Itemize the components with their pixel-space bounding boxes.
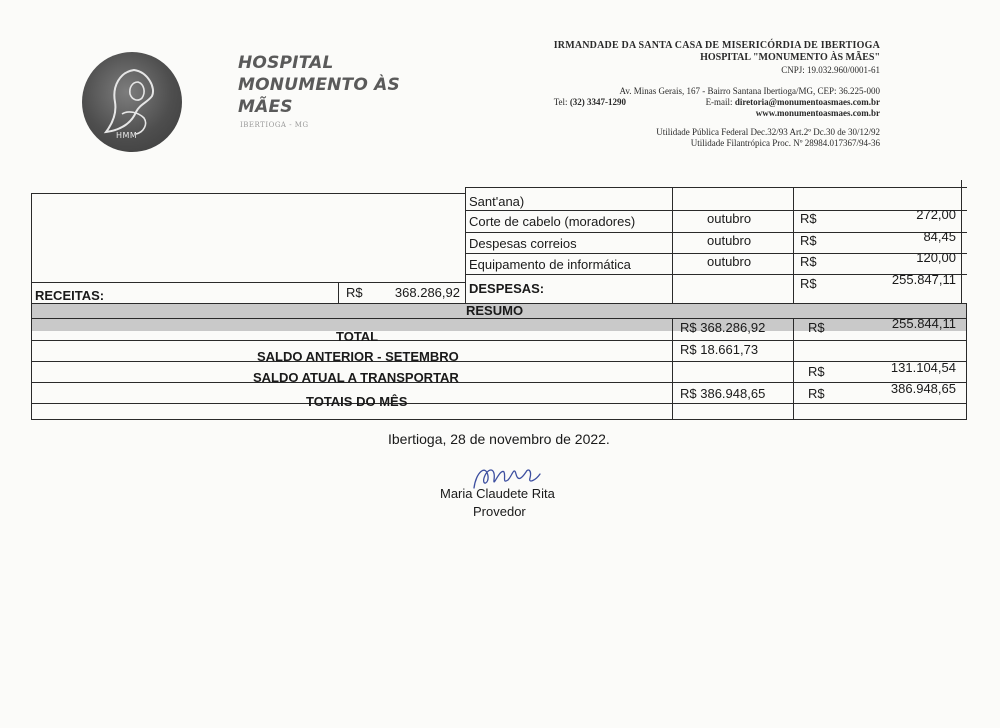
signatory-role: Provedor <box>473 504 526 519</box>
expense-amount: 84,45 <box>923 229 956 244</box>
expense-month: outubro <box>707 233 752 248</box>
hospital-subtitle: IBERTIOGA - MG <box>240 121 309 129</box>
resumo-label: TOTAL <box>336 329 379 344</box>
resumo-despesa: 255.844,11 <box>891 316 956 331</box>
expense-currency: R$ <box>800 233 817 248</box>
hospital-name-line: MÃES <box>238 97 293 117</box>
resumo-label: SALDO ANTERIOR - SETEMBRO <box>257 349 459 364</box>
org-name: IRMANDADE DA SANTA CASA DE MISERICÓRDIA DE IBERTIOGA <box>553 40 880 51</box>
resumo-label: TOTAIS DO MÊS <box>306 394 408 409</box>
resumo-despesa-currency: R$ <box>808 386 825 401</box>
despesas-currency: R$ <box>800 276 817 291</box>
expense-amount: 272,00 <box>916 207 956 222</box>
receitas-label: RECEITAS: <box>35 288 105 303</box>
resumo-despesa-currency: R$ <box>808 364 825 379</box>
resumo-receita: R$ 368.286,92 <box>680 320 766 335</box>
document-date: Ibertioga, 28 de novembro de 2022. <box>388 431 610 447</box>
despesas-value: 255.847,11 <box>891 272 956 287</box>
expense-desc: Despesas correios <box>469 236 577 251</box>
expense-desc: Equipamento de informática <box>469 257 631 272</box>
expense-desc: Corte de cabelo (moradores) <box>469 214 636 229</box>
expense-currency: R$ <box>800 254 817 269</box>
receitas-currency: R$ <box>346 285 363 300</box>
phone-number: (32) 3347-1290 <box>569 97 627 107</box>
email: diretoria@monumentoasmaes.com.br <box>734 97 880 107</box>
resumo-receita: R$ 18.661,73 <box>680 342 759 357</box>
website: www.monumentoasmaes.com.br <box>755 108 880 118</box>
resumo-label: SALDO ATUAL A TRANSPORTAR <box>253 370 459 385</box>
resumo-despesa-currency: R$ <box>808 320 825 335</box>
utilidade-filantropica: Utilidade Filantrópica Proc. Nº 28984.017367/94-36 <box>690 138 880 148</box>
cnpj: CNPJ: 19.032.960/0001-61 <box>781 65 880 75</box>
expense-month: outubro <box>707 211 752 226</box>
expense-desc: Sant'ana) <box>469 194 525 209</box>
hospital-title: HOSPITAL "MONUMENTO ÀS MÃES" <box>700 52 880 63</box>
hospital-name-line: MONUMENTO ÀS <box>238 75 400 95</box>
resumo-despesa: 386.948,65 <box>890 381 956 396</box>
utilidade-federal: Utilidade Pública Federal Dec.32/93 Art.2º Dc.30 de 30/12/92 <box>656 127 880 137</box>
phone-label: Tel: <box>553 97 570 107</box>
expense-currency: R$ <box>800 211 817 226</box>
resumo-title: RESUMO <box>466 303 524 318</box>
logo-initials: HMM <box>116 131 138 140</box>
signatory-name: Maria Claudete Rita <box>440 486 555 501</box>
resumo-receita: R$ 386.948,65 <box>680 386 766 401</box>
hospital-name-line: HOSPITAL <box>238 53 334 73</box>
resumo-despesa: 131.104,54 <box>890 360 956 375</box>
expense-month: outubro <box>707 254 752 269</box>
address: Av. Minas Gerais, 167 - Bairro Santana Ibertioga/MG, CEP: 36.225-000 <box>619 86 880 96</box>
despesas-label: DESPESAS: <box>469 281 545 296</box>
expense-amount: 120,00 <box>916 250 956 265</box>
email-label: E-mail: <box>705 97 735 107</box>
receitas-value: 368.286,92 <box>394 285 460 300</box>
